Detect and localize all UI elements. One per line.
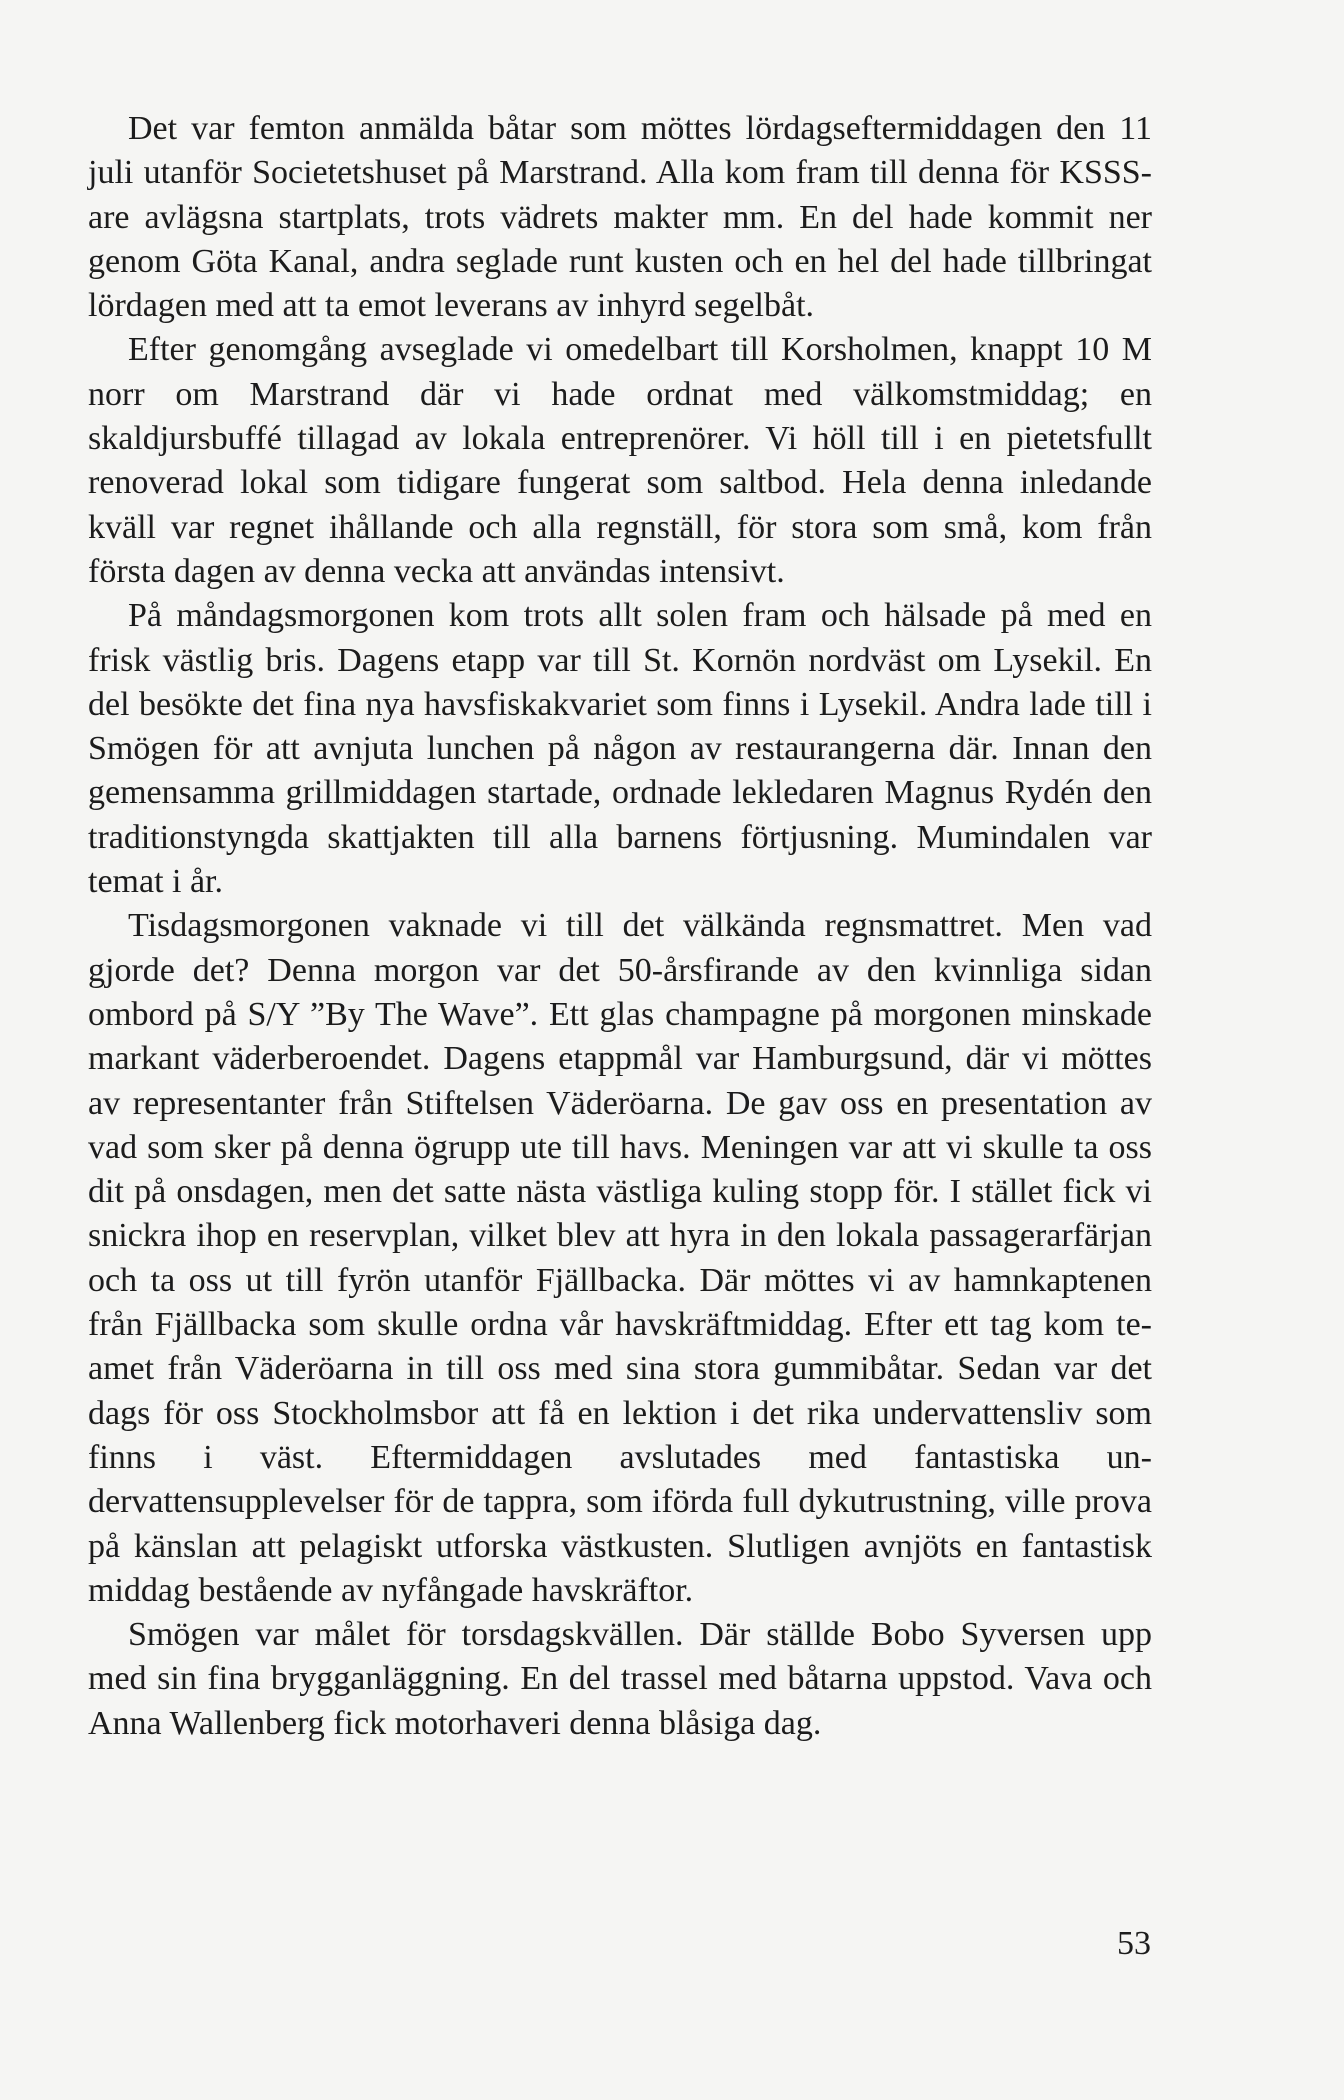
body-text [88, 107, 1152, 1746]
paragraph-4: Tisdagsmorgonen vaknade vi till det välkända regnsmattret. Men vad gjorde det? Denna morgon var det 50-årsfirande av den kvinnliga sidan ombord på S/Y ”By The Wave”. Ett glas champagne på morgonen minskade markant väderberoendet. Dagens etappmål var Hamburgsund, där vi möttes av representanter från Stiftelsen Väderöarna. De gav oss en presentation av vad som sker på denna ögrupp ute till havs. Meningen var att vi skulle ta oss dit på onsdagen, men det satte nästa västliga kuling stopp för. I stället fick vi snickra ihop en reservplan, vilket blev att hyra in den lokala passagerarfärjan och ta oss ut till fyrön utanför Fjällbacka. Där möttes vi av hamnkaptenen från Fjällbacka som skulle ordna vår havskräftmiddag. Efter ett tag kom teamet från Väderöarna in till oss med sina stora gummibåtar. Sedan var det dags för oss Stockholmsbor att få en lektion i det rika undervattensliv som finns i väst. Eftermiddagen avslutades med fantastiska undervattensupplevelser för de tappra, som iförda full dykutrustning, ville prova på känslan att pelagiskt utforska västkusten. Slutligen avnjöts en fantastisk middag bestående av nyfångade havskräftor. [88, 907, 1152, 1609]
paragraph-3: På måndagsmorgonen kom trots allt solen fram och hälsade på med en frisk västlig bris. Dagens etapp var till St. Kornön nordväst om Lysekil. En del besökte det fina nya havsfiskakvariet som finns i Lysekil. Andra lade till i Smögen för att avnjuta lunchen på någon av restaurangerna där. Innan den gemensamma grillmiddagen startade, ordnade lekledaren Magnus Rydén den traditionstyngda skattjakten till alla barnens förtjusning. Mumindalen var temat i år. [88, 597, 1152, 901]
paragraph-1: Det var femton anmälda båtar som möttes lördagseftermiddagen den 11 juli utanför Societetshuset på Marstrand. Alla kom fram till denna för KSSS-are avlägsna startplats, trots vädrets makter mm. En del hade kommit ner genom Göta Kanal, andra seglade runt kusten och en hel del hade tillbringat lördagen med att ta emot leverans av inhyrd segelbåt. [88, 110, 1152, 325]
page-number: 53 [1117, 1925, 1151, 1962]
paragraph-2: Efter genomgång avseglade vi omedelbart till Korsholmen, knappt 10 M norr om Marstrand där vi hade ordnat med välkomstmiddag; en skaldjursbuffé tillagad av lokala entreprenörer. Vi höll till i en pietetsfullt renoverad lokal som tidigare fungerat som saltbod. Hela denna inledande kväll var regnet ihållande och alla regnställ, för stora som små, kom från första dagen av denna vecka att användas intensivt. [88, 331, 1152, 590]
paragraph-5: Smögen var målet för torsdagskvällen. Där ställde Bobo Syversen upp med sin fina brygganläggning. En del trassel med båtarna uppstod. Vava och Anna Wallenberg fick motorhaveri denna blåsiga dag. [88, 1616, 1152, 1742]
